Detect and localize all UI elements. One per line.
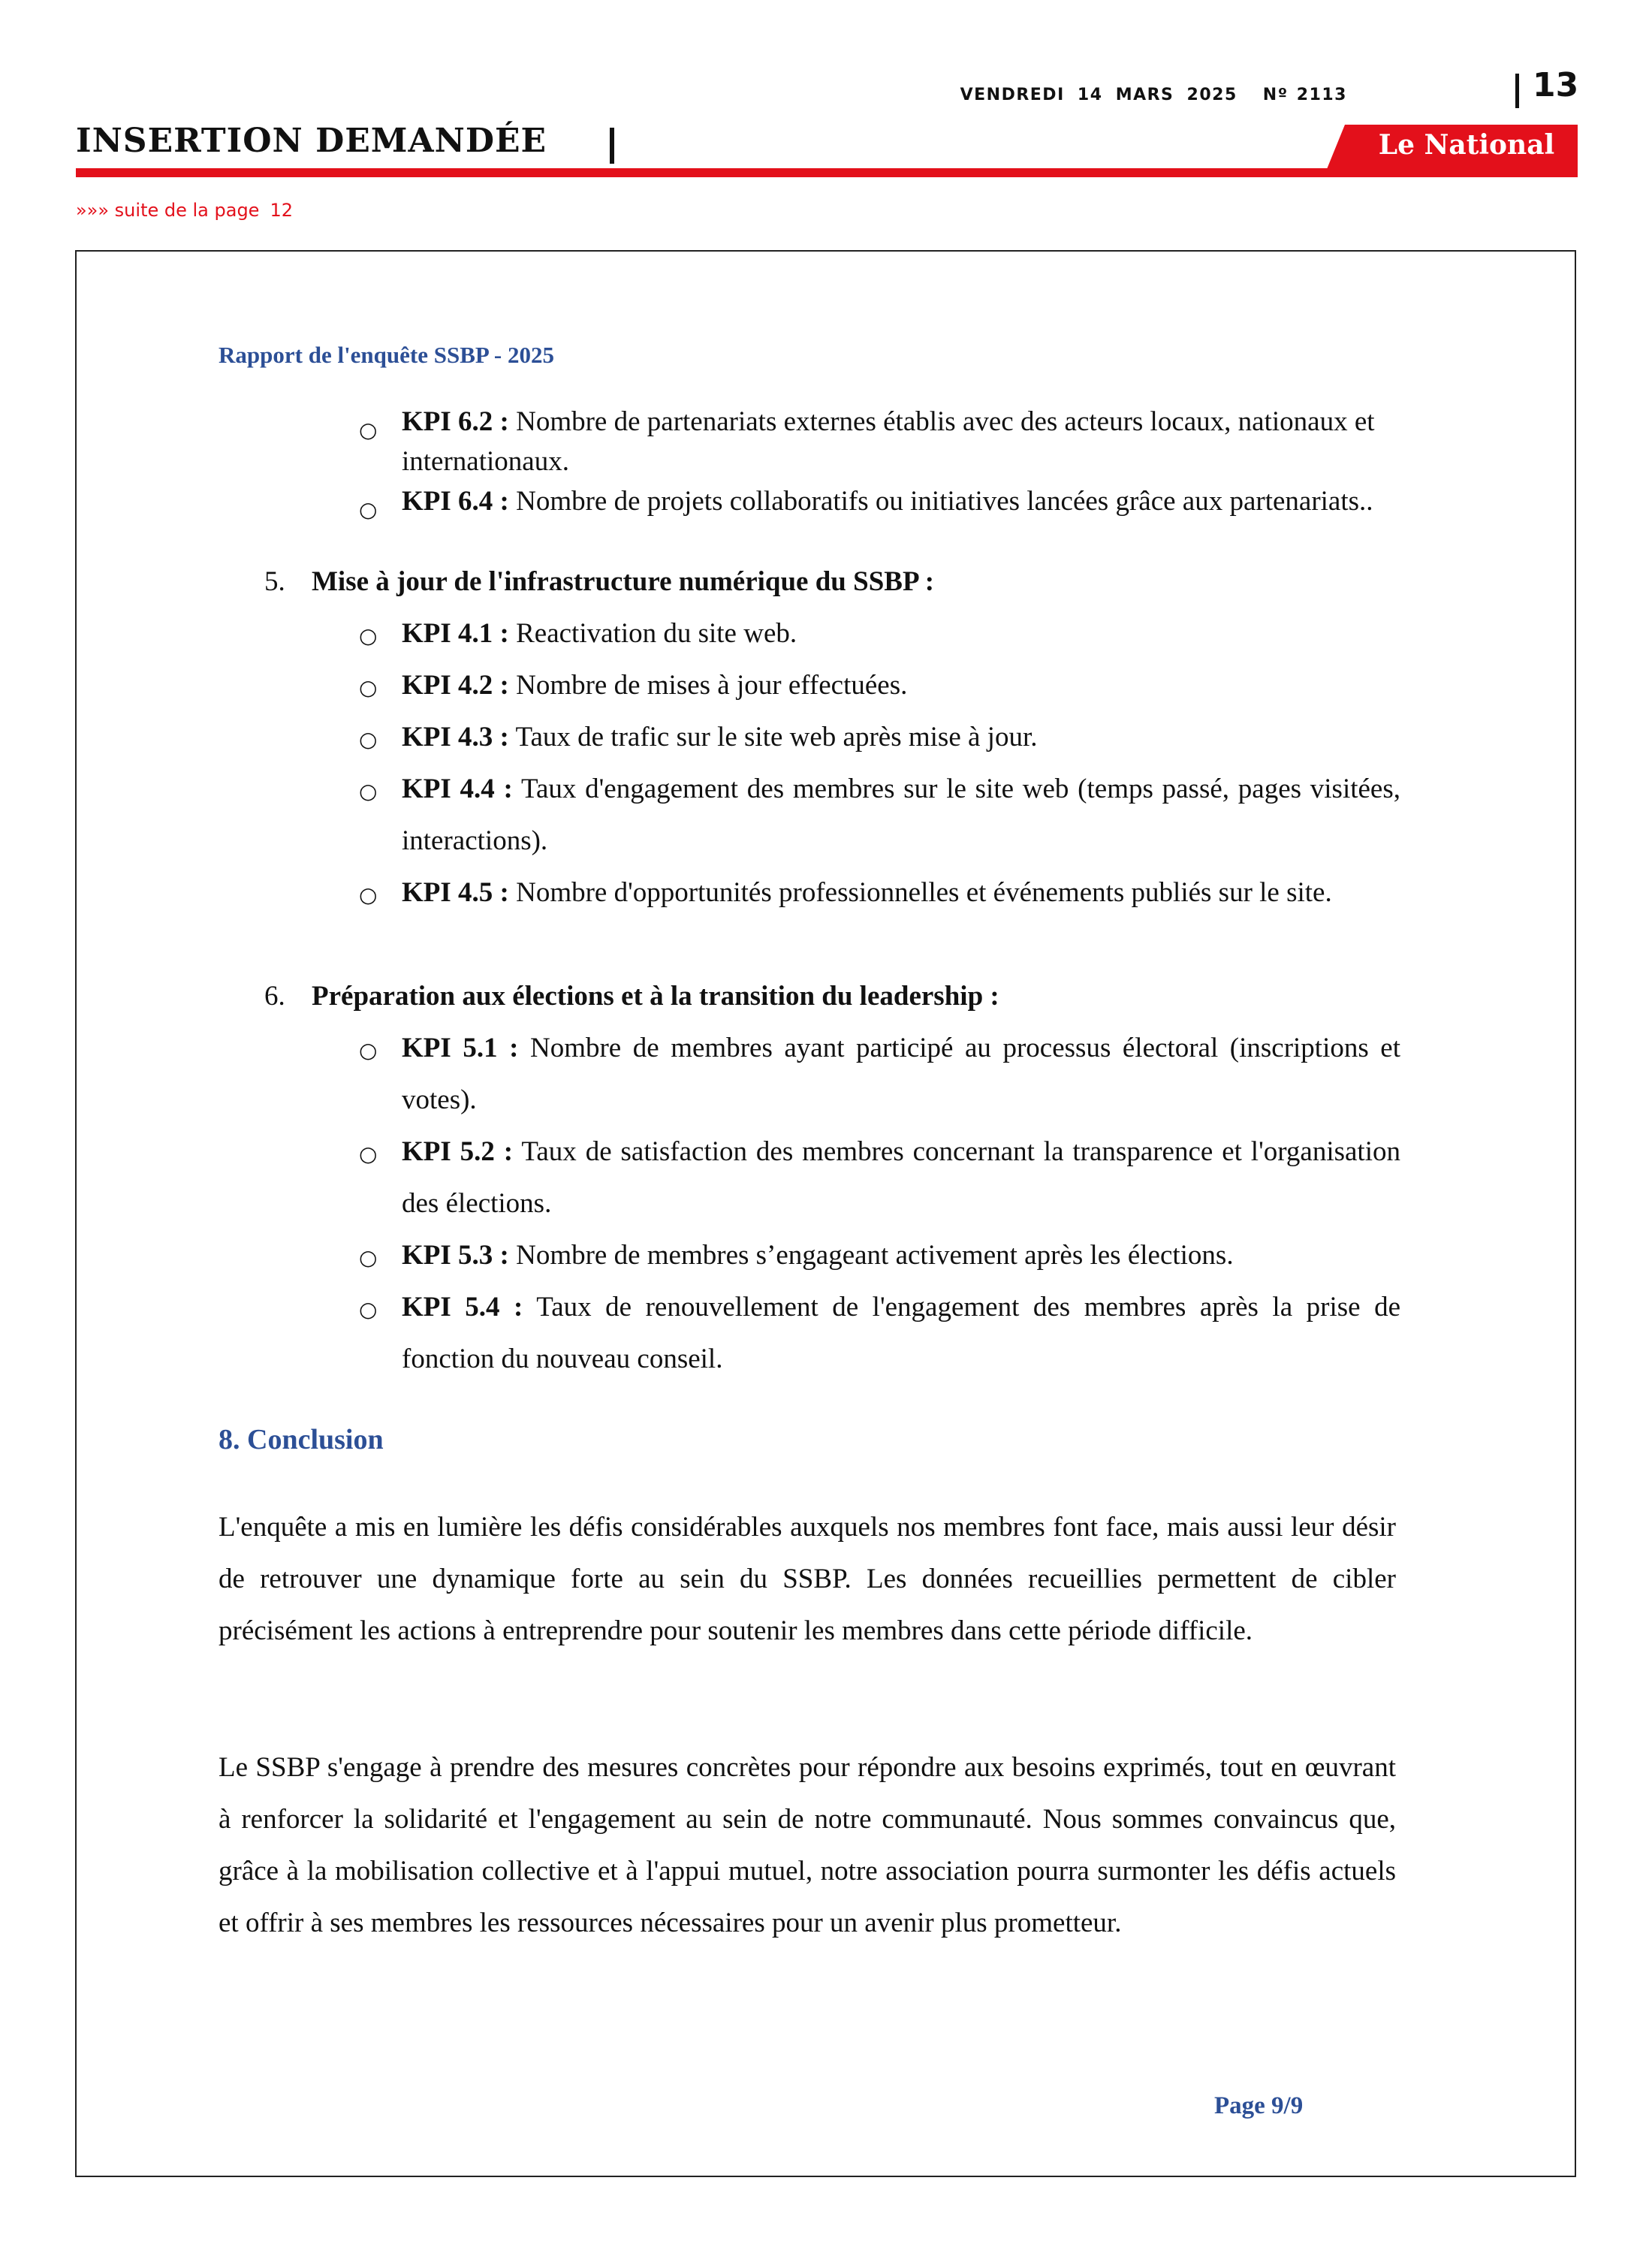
continued-label: »»» suite de la page xyxy=(76,200,260,221)
kpi-text: Taux de renouvellement de l'engagement des membres après la prise de fonction du nouveau conseil. xyxy=(402,1292,1400,1374)
conclusion-heading: 8. Conclusion xyxy=(219,1424,384,1455)
kpi-item xyxy=(402,1281,1400,1385)
page-number-divider xyxy=(1515,74,1519,108)
kpi-text: Nombre de partenariats externes établis avec des acteurs locaux, nationaux et internationaux. xyxy=(402,406,1375,477)
list-bullet: ○ xyxy=(359,497,378,522)
conclusion-paragraph: Le SSBP s'engage à prendre des mesures concrètes pour répondre aux besoins exprimés, tout en œuvrant à renforcer la solidarité et l'engagement au sein de notre communauté. Nous sommes convaincus que, grâce à la mobilisation collective et à l'appui mutuel, notre association pourra surmonter les défis actuels et offrir à ses membres les ressources nécessaires pour un avenir plus prometteur. xyxy=(219,1752,1396,1938)
list-bullet: ○ xyxy=(359,1297,378,1322)
issue-number: Nº 2113 xyxy=(1262,86,1347,104)
kpi-item xyxy=(402,763,1400,867)
section-title: INSERTION DEMANDÉE xyxy=(76,122,547,160)
kpi-item xyxy=(402,608,1400,659)
kpi-label: KPI 5.3 : xyxy=(402,1240,509,1271)
continued-from xyxy=(76,200,293,221)
kpi-text: Reactivation du site web. xyxy=(508,618,797,649)
section-heading: Préparation aux élections et à la transition du leadership : xyxy=(312,981,999,1012)
kpi-item xyxy=(402,481,1400,521)
kpi-item xyxy=(402,711,1400,763)
kpi-item xyxy=(402,1229,1400,1281)
kpi-text: Nombre de membres s’engageant activement après les élections. xyxy=(508,1240,1234,1271)
kpi-label: KPI 5.4 : xyxy=(402,1292,523,1323)
kpi-text: Nombre d'opportunités professionnelles et événements publiés sur le site. xyxy=(508,877,1332,908)
newspaper-brand: Le National xyxy=(1378,129,1555,161)
list-bullet: ○ xyxy=(359,418,378,442)
list-bullet: ○ xyxy=(359,1142,378,1166)
dateline xyxy=(960,86,1347,104)
kpi-label: KPI 5.1 : xyxy=(402,1033,519,1063)
report-title: Rapport de l'enquête SSBP - 2025 xyxy=(219,342,554,368)
list-bullet: ○ xyxy=(359,623,378,648)
kpi-label: KPI 6.2 : xyxy=(402,406,509,437)
list-bullet: ○ xyxy=(359,1245,378,1270)
kpi-text: Taux de trafic sur le site web après mise à jour. xyxy=(508,722,1038,753)
kpi-text: Nombre de projets collaboratifs ou initiatives lancées grâce aux partenariats.. xyxy=(508,486,1373,517)
list-bullet: ○ xyxy=(359,727,378,752)
kpi-label: KPI 4.4 : xyxy=(402,774,513,804)
list-bullet: ○ xyxy=(359,882,378,907)
kpi-label: KPI 4.5 : xyxy=(402,877,509,908)
publication-date: VENDREDI 14 MARS 2025 xyxy=(960,86,1237,104)
page-indicator: Page 9/9 xyxy=(1214,2092,1304,2119)
section-heading: Mise à jour de l'infrastructure numérique du SSBP : xyxy=(312,566,935,597)
kpi-text: Nombre de membres ayant participé au processus électoral (inscriptions et votes). xyxy=(402,1033,1400,1115)
list-bullet: ○ xyxy=(359,779,378,804)
kpi-text: Taux d'engagement des membres sur le site web (temps passé, pages visitées, interactions). xyxy=(402,774,1400,856)
kpi-label: KPI 5.2 : xyxy=(402,1136,514,1167)
kpi-label: KPI 4.1 : xyxy=(402,618,509,649)
kpi-item xyxy=(402,1126,1400,1229)
kpi-item xyxy=(402,867,1400,918)
section-number: 6. xyxy=(264,981,285,1012)
kpi-label: KPI 4.2 : xyxy=(402,670,509,701)
title-divider xyxy=(610,128,614,164)
section-number: 5. xyxy=(264,566,285,597)
kpi-item xyxy=(402,402,1400,481)
kpi-item xyxy=(402,1022,1400,1126)
page-number: 13 xyxy=(1533,66,1579,104)
kpi-label: KPI 6.4 : xyxy=(402,486,509,517)
conclusion-paragraph: L'enquête a mis en lumière les défis considérables auxquels nos membres font face, mais aussi leur désir de retrouver une dynamique forte au sein du SSBP. Les données recueillies permettent de cibler précisément les actions à entreprendre pour soutenir les membres dans cette période difficile. xyxy=(219,1512,1396,1646)
kpi-item xyxy=(402,659,1400,711)
list-bullet: ○ xyxy=(359,1038,378,1063)
list-bullet: ○ xyxy=(359,675,378,700)
kpi-label: KPI 4.3 : xyxy=(402,722,509,753)
kpi-text: Nombre de mises à jour effectuées. xyxy=(508,670,908,701)
continued-page: 12 xyxy=(270,200,293,221)
kpi-text: Taux de satisfaction des membres concernant la transparence et l'organisation des élections. xyxy=(402,1136,1400,1219)
